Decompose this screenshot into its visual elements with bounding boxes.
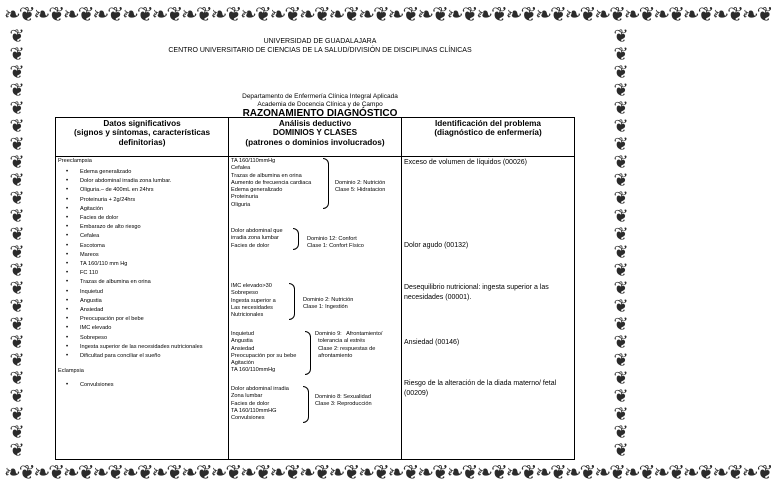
department-name: Departamento de Enfermería Clínica Integral Aplicada	[242, 93, 398, 100]
symptom-item: • Edema generalizado	[80, 168, 226, 177]
column-header-significant-data: Datos significativos (signos y síntomas, características definitorias)	[56, 118, 229, 157]
analysis-line: Sobrepeso	[231, 290, 259, 297]
symptom-item: • Ansiedad	[80, 306, 226, 315]
domain-class-label: Dominio 9: Afrontamiento/ tolerancia al estrés Clase 2: respuestas de afrontamiento	[315, 331, 383, 359]
nursing-diagnosis: Dolor agudo (00132)	[404, 242, 469, 249]
analysis-group	[231, 283, 399, 319]
analysis-line: Nutricionales	[231, 312, 264, 319]
symptom-item: • Cefalea	[80, 232, 226, 241]
decorative-border-top: ❧❦❧❦❧❦❧❦❧❦❧❦❧❦❧❦❧❦❧❦❧❦❧❦❧❦❧❦❧❦❧❦❧❦❧❦❧❦❧❦❧❦❧❦❧❦❧❦❧❦❧❦	[4, 2, 771, 26]
analysis-line: Proteinuria	[231, 194, 259, 201]
symptom-item: • Mareos	[80, 251, 226, 260]
symptom-item: • Preocupación por el bebe	[80, 315, 226, 324]
symptom-item: • Sobrepeso	[80, 334, 226, 343]
condition-title: Preeclampsia	[58, 158, 92, 164]
symptom-item: • Dolor abdominal irradia zona lumbar.	[80, 177, 226, 186]
analysis-line: Oliguria	[231, 201, 251, 208]
university-center: CENTRO UNIVERSITARIO DE CIENCIAS DE LA SALUD/DIVISIÓN DE DISCIPLINAS CLÍNICAS	[168, 47, 472, 54]
symptom-item: • IMC elevado	[80, 324, 226, 333]
grouping-bracket	[289, 283, 295, 320]
domain-class-label: Dominio 2: Nutrición Clase 1: Ingestión	[303, 297, 354, 311]
analysis-line: TA 160/110mmHG	[231, 407, 277, 414]
academy-name: Academia de Docencia Clínica y de Campo	[257, 101, 383, 108]
analysis-group	[231, 228, 399, 250]
domain-class-label: Dominio 8: Sexualidad Clase 3: Reproducción	[315, 394, 372, 408]
analysis-group	[231, 158, 399, 209]
column-header-deductive-analysis: Análisis deductivo DOMINIOS Y CLASES (patrones o dominios involucrados)	[229, 118, 402, 157]
analysis-line: Zona lumbar	[231, 393, 263, 400]
nursing-diagnosis: Ansiedad (00146)	[404, 339, 460, 346]
analysis-line: TA 160/110mmHg	[231, 158, 276, 164]
symptom-list	[58, 381, 226, 390]
symptom-item: • Trazas de albumina en orina	[80, 278, 226, 287]
symptom-item: • Proteinuria + 2g/24hrs	[80, 196, 226, 205]
analysis-line: TA 160/110mmHg	[231, 367, 276, 374]
symptom-item: • Embarazo de alto riesgo	[80, 223, 226, 232]
analysis-line: Edema generalizado	[231, 187, 283, 194]
analysis-line: Facies de dolor	[231, 242, 270, 249]
analysis-line: Dolor abdominal irradia	[231, 386, 289, 392]
symptom-list	[58, 168, 226, 361]
analysis-line: Angustia	[231, 338, 253, 345]
decorative-border-left: ❦❦❦❦❦❦❦❦❦❦❦❦❦❦❦❦❦❦❦❦❦❦❦❦	[9, 26, 25, 461]
university-name: UNIVERSIDAD DE GUADALAJARA	[263, 38, 377, 45]
significant-data-cell	[56, 157, 229, 460]
domain-class-label: Dominio 2: Nutrición Clase 5: Hidratacion	[335, 180, 386, 194]
symptom-item: • Dificultad para conciliar el sueño	[80, 352, 226, 361]
decorative-border-bottom: ❧❦❧❦❧❦❧❦❧❦❧❦❧❦❧❦❧❦❧❦❧❦❧❦❧❦❧❦❧❦❧❦❧❦❧❦❧❦❧❦❧❦❧❦❧❦❧❦❧❦❧❦	[4, 460, 771, 484]
diagnostic-table	[55, 117, 575, 460]
condition-title: Eclampsia	[58, 368, 84, 375]
column-header-problem-identification: Identificación del problema (diagnóstico de enfermería)	[402, 118, 575, 157]
symptom-item: • Escotoma	[80, 242, 226, 251]
grouping-bracket	[303, 386, 309, 423]
analysis-line: Facies de dolor	[231, 400, 270, 407]
nursing-diagnosis: Exceso de volumen de líquidos (00026)	[404, 159, 527, 166]
symptom-item: • TA 160/110 mm Hg	[80, 260, 226, 269]
page-title: RAZONAMIENTO DIAGNÓSTICO	[242, 108, 398, 119]
nursing-diagnosis: Riesgo de la alteración de la diada materno/ fetal (00209)	[404, 380, 557, 397]
analysis-line: Cefalea	[231, 165, 251, 172]
symptom-item: • Ingesta superior de las necesidades nutricionales	[80, 343, 226, 352]
symptom-item: • Angustia	[80, 297, 226, 306]
analysis-line: Las necesidades	[231, 304, 273, 311]
analysis-line: Trazas de albumina en orina	[231, 172, 302, 179]
symptom-item: • Convulsiones	[80, 381, 226, 390]
deductive-analysis-cell	[229, 157, 402, 460]
symptom-item: • Oliguria.– de 400mL en 24hrs	[80, 186, 226, 195]
analysis-group	[231, 331, 399, 375]
nursing-diagnosis: Desequilibrio nutricional: ingesta superior a las necesidades (00001).	[404, 284, 549, 301]
analysis-line: IMC elevado>30	[231, 283, 272, 289]
analysis-line: Aumento de frecuencia cardiaca	[231, 179, 312, 186]
symptom-item: • Inquietud	[80, 288, 226, 297]
analysis-line: irradia zona lumbar	[231, 235, 279, 242]
analysis-line: Convulsiones	[231, 415, 265, 422]
domain-class-label: Dominio 12: Confort Clase 1: Confort Físico	[307, 236, 364, 250]
analysis-line: Dolor abdominal que	[231, 228, 283, 234]
symptom-item: • Facies de dolor	[80, 214, 226, 223]
decorative-border-right: ❦❦❦❦❦❦❦❦❦❦❦❦❦❦❦❦❦❦❦❦❦❦❦❦	[613, 26, 629, 461]
grouping-bracket	[293, 228, 299, 250]
analysis-line: Agitación	[231, 360, 255, 367]
grouping-bracket	[305, 331, 311, 375]
grouping-bracket	[323, 158, 329, 209]
analysis-line: Ansiedad	[231, 345, 255, 352]
analysis-line: Preocupación por su bebe	[231, 352, 297, 359]
analysis-line: Ingesta superior a	[231, 297, 276, 304]
analysis-group	[231, 386, 399, 422]
diagnosis-cell	[402, 157, 575, 460]
symptom-item: • Agitación	[80, 205, 226, 214]
analysis-line: Inquietud	[231, 331, 255, 337]
symptom-item: • FC 110	[80, 269, 226, 278]
